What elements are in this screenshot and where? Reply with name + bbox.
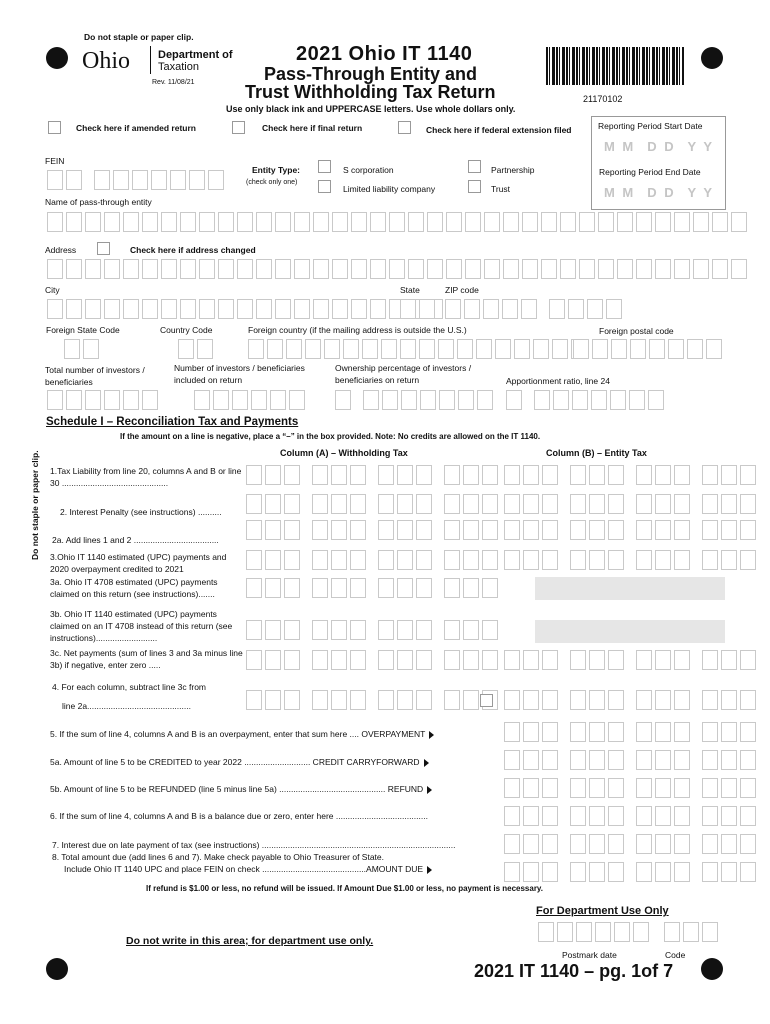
line-5-label: 5. If the sum of line 4, columns A and B is an overpayment, enter that sum here .... OVERPAYMENT: [50, 729, 434, 739]
extension-label: Check here if federal extension filed: [426, 125, 572, 135]
zip-field[interactable]: [445, 299, 622, 319]
month-placeholder: M M: [603, 184, 636, 200]
line-5-amount[interactable]: [504, 722, 765, 742]
total-investors-field[interactable]: [47, 390, 158, 410]
city-label: City: [45, 285, 60, 295]
line-2a-column-b[interactable]: [504, 520, 765, 540]
line-1-column-a[interactable]: [246, 465, 507, 485]
llc-label: Limited liability company: [343, 184, 436, 194]
foreign-state-field[interactable]: [64, 339, 99, 359]
entity-name-label: Name of pass-through entity: [45, 197, 152, 207]
fein-label: FEIN: [45, 156, 65, 166]
line-8-amount[interactable]: [504, 862, 765, 882]
side-staple-notice: Do not staple or paper clip.: [30, 450, 40, 560]
registration-mark: [701, 47, 723, 69]
address-changed-checkbox[interactable]: [97, 242, 110, 255]
entity-name-field[interactable]: [47, 212, 747, 232]
line-8-label: 8. Total amount due (add lines 6 and 7). Make check payable to Ohio Treasurer of State.: [52, 852, 385, 862]
line-5b-label: 5b. Amount of line 5 to be REFUNDED (line 5 minus line 5a) ............................................. REFUND: [50, 784, 432, 794]
period-end-label: Reporting Period End Date: [599, 167, 701, 177]
extension-checkbox[interactable]: [398, 121, 411, 134]
line-3-column-a[interactable]: [246, 550, 507, 570]
scorp-label: S corporation: [343, 165, 394, 175]
foreign-country-label: Foreign country (if the mailing address is outside the U.S.): [248, 325, 467, 335]
city-field[interactable]: [47, 299, 443, 319]
line-7-amount[interactable]: [504, 834, 765, 854]
line-2a-column-a[interactable]: [246, 520, 507, 540]
amended-checkbox[interactable]: [48, 121, 61, 134]
logo-divider: [150, 46, 151, 74]
ownership-label: Ownership percentage of investors / beneficiaries on return: [335, 363, 472, 385]
refund-note: If refund is $1.00 or less, no refund will be issued. If Amount Due $1.00 or less, no payment is necessary.: [146, 884, 544, 893]
year-placeholder: Y Y: [687, 138, 714, 154]
country-code-field[interactable]: [178, 339, 213, 359]
code-field: [664, 922, 718, 942]
foreign-postal-label: Foreign postal code: [599, 326, 674, 336]
form-subtitle-2: Trust Withholding Tax Return: [245, 82, 496, 102]
month-placeholder: M M: [603, 138, 636, 154]
code-label: Code: [665, 950, 686, 960]
address-label: Address: [45, 245, 77, 255]
line-1-column-b[interactable]: [504, 465, 765, 485]
form-subtitle-1: Pass-Through Entity and: [264, 64, 478, 84]
line-3c-column-b[interactable]: [504, 650, 765, 670]
registration-mark: [46, 47, 68, 69]
line-8-label-cont: Include Ohio IT 1140 UPC and place FEIN on check ............................................AMOUNT DUE: [64, 864, 432, 874]
postmark-label: Postmark date: [562, 950, 617, 960]
fein-field[interactable]: [47, 170, 224, 190]
barcode: [546, 47, 684, 85]
line-3a-column-a[interactable]: [246, 578, 507, 598]
dept-line1: Department of: [158, 49, 233, 61]
line-2-column-b[interactable]: [504, 494, 765, 514]
ownership-field[interactable]: [335, 390, 493, 410]
line-5a-label: 5a. Amount of line 5 to be CREDITED to year 2022 ............................ CREDIT CARRYFORWARD: [50, 757, 429, 767]
shaded-area: [535, 620, 725, 643]
schedule-note: If the amount on a line is negative, place a “–” in the box provided. Note: No credits are allowed on the IT 1140.: [120, 432, 541, 441]
period-end-date-field[interactable]: [598, 181, 720, 203]
line-3b-column-a[interactable]: [246, 620, 507, 640]
country-code-label: Country Code: [160, 325, 213, 335]
line-4-label: 4. For each column, subtract line 3c from: [52, 682, 207, 692]
state-label: State: [400, 285, 420, 295]
trust-checkbox[interactable]: [468, 180, 481, 193]
line-4-column-a[interactable]: [246, 690, 507, 710]
entity-type-label: Entity Type:: [252, 165, 301, 175]
form-title: 2021 Ohio IT 1140: [296, 43, 473, 65]
trust-label: Trust: [491, 184, 511, 194]
line-5a-amount[interactable]: [504, 750, 765, 770]
staple-notice: Do not staple or paper clip.: [84, 32, 194, 42]
llc-checkbox[interactable]: [318, 180, 331, 193]
line-3c-column-a[interactable]: [246, 650, 507, 670]
registration-mark: [701, 958, 723, 980]
revision-date: Rev. 11/08/21: [152, 79, 195, 86]
final-checkbox[interactable]: [232, 121, 245, 134]
line-2a-label: 2a. Add lines 1 and 2 ....................................: [52, 535, 219, 545]
line-5b-amount[interactable]: [504, 778, 765, 798]
schedule-title: Schedule I – Reconciliation Tax and Payments: [46, 416, 299, 428]
apportionment-label: Apportionment ratio, line 24: [506, 376, 610, 386]
negative-sign-box[interactable]: [480, 694, 493, 707]
line-4-label-cont: line 2a............................................: [62, 701, 191, 711]
state-field[interactable]: [400, 299, 435, 319]
do-not-write-notice: Do not write in this area; for department use only.: [126, 935, 374, 947]
address-changed-label: Check here if address changed: [130, 245, 256, 255]
line-3-column-b[interactable]: [504, 550, 765, 570]
line-1-label: 1.Tax Liability from line 20, columns A and B or line 30 .............................................: [50, 466, 242, 488]
day-placeholder: D D: [647, 138, 676, 154]
total-investors-label: Total number of investors / beneficiaries: [45, 365, 145, 387]
num-investors-field[interactable]: [194, 390, 305, 410]
line-4-column-b[interactable]: [504, 690, 765, 710]
line-2-label: 2. Interest Penalty (see instructions) ..........: [60, 507, 222, 517]
foreign-state-label: Foreign State Code: [46, 325, 120, 335]
postmark-field: [538, 922, 649, 942]
line-6-amount[interactable]: [504, 806, 765, 826]
partnership-label: Partnership: [491, 165, 535, 175]
form-code: 21170102: [583, 94, 623, 104]
check-one-note: (check only one): [246, 179, 298, 186]
line-3-label: 3.Ohio IT 1140 estimated (UPC) payments and 2020 overpayment credited to 2021: [50, 552, 227, 574]
year-placeholder: Y Y: [687, 184, 714, 200]
shaded-area: [535, 577, 725, 600]
line-3a-label: 3a. Ohio IT 4708 estimated (UPC) payments claimed on this return (see instructions).......: [50, 577, 218, 599]
amended-label: Check here if amended return: [76, 123, 196, 133]
scorp-checkbox[interactable]: [318, 160, 331, 173]
period-start-label: Reporting Period Start Date: [598, 121, 703, 131]
num-investors-label: Number of investors / beneficiaries included on return: [174, 363, 305, 385]
partnership-checkbox[interactable]: [468, 160, 481, 173]
foreign-country-field[interactable]: [248, 339, 587, 359]
page-number: 2021 IT 1140 – pg. 1of 7: [474, 961, 674, 981]
column-a-header: Column (A) – Withholding Tax: [280, 448, 408, 458]
ink-notice: Use only black ink and UPPERCASE letters. Use whole dollars only.: [226, 104, 516, 114]
period-start-date-field[interactable]: [598, 135, 720, 157]
zip-label: ZIP code: [445, 285, 479, 295]
address-field[interactable]: [47, 259, 747, 279]
line-7-label: 7. Interest due on late payment of tax (see instructions) ..................................................................................: [52, 840, 456, 850]
ohio-logo: Ohio: [82, 48, 130, 74]
dept-use-heading: For Department Use Only: [536, 905, 669, 917]
registration-mark: [46, 958, 68, 980]
line-2-column-a[interactable]: [246, 494, 507, 514]
final-label: Check here if final return: [262, 123, 363, 133]
column-b-header: Column (B) – Entity Tax: [546, 448, 647, 458]
line-3b-label: 3b. Ohio IT 1140 estimated (UPC) payments claimed on an IT 4708 instead of this return (see instructions)..........................: [50, 609, 233, 643]
foreign-postal-field[interactable]: [573, 339, 722, 359]
dept-line2: Taxation: [158, 61, 199, 73]
line-6-label: 6. If the sum of line 4, columns A and B is a balance due or zero, enter here .......................................: [50, 811, 428, 821]
apportionment-field[interactable]: [506, 390, 664, 410]
day-placeholder: D D: [647, 184, 676, 200]
line-3c-label: 3c. Net payments (sum of lines 3 and 3a minus line 3b) if negative, enter zero .....: [50, 648, 243, 670]
